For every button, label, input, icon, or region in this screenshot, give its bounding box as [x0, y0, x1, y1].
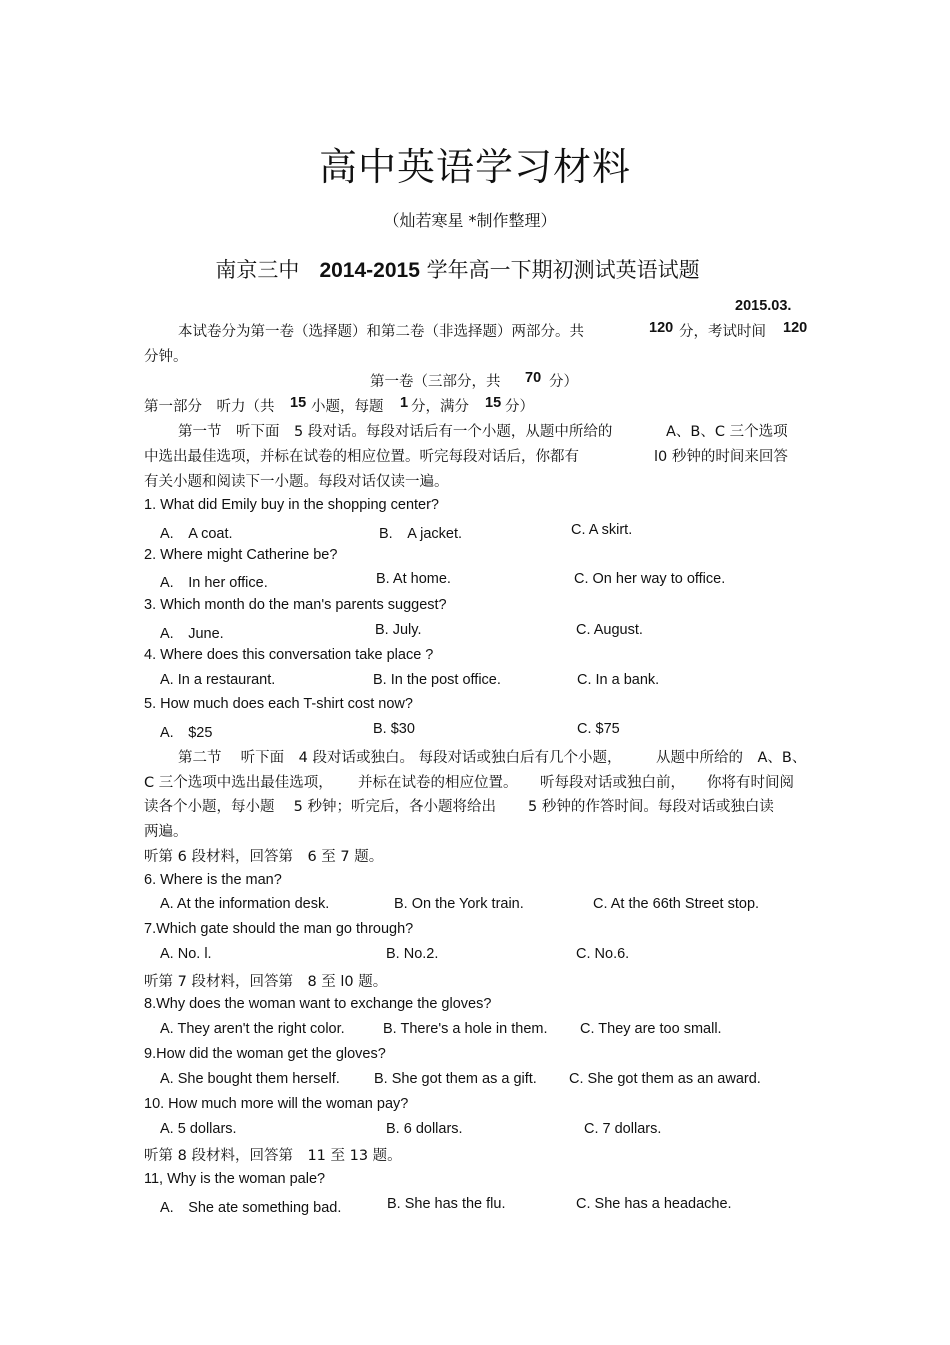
- question-11: 11, Why is the woman pale?: [144, 1171, 326, 1187]
- option-a: A. No. l.: [160, 946, 212, 962]
- option-c: C. 7 dollars.: [584, 1121, 662, 1137]
- group-6-label: 听第 6 段材料，回答第 6 至 7 题。: [144, 849, 384, 865]
- option-a: A. She ate something bad.: [160, 1200, 342, 1216]
- question-1-options: [0, 522, 950, 544]
- question-7: 7.Which gate should the man go through?: [144, 921, 414, 937]
- exam-time: 120: [783, 320, 808, 336]
- option-c: C. They are too small.: [580, 1021, 722, 1037]
- group-8-label: 听第 8 段材料，回答第 11 至 13 题。: [144, 1148, 402, 1164]
- section1-line-2: 中选出最佳选项，并标在试卷的相应位置。听完每段对话后，你都有 l0 秒钟的时间来回答: [144, 449, 788, 465]
- option-c: C. She has a headache.: [576, 1196, 732, 1212]
- option-c: C. At the 66th Street stop.: [593, 896, 760, 912]
- option-a: A. 5 dollars.: [160, 1121, 237, 1137]
- section2-line-4: 两遍。: [144, 824, 188, 840]
- option-a: A. They aren't the right color.: [160, 1021, 345, 1037]
- option-c: C. On her way to office.: [574, 571, 726, 587]
- listening-heading: 第一部分 听力（共 15 小题，每题 1 分，满分 15 分）: [144, 395, 534, 415]
- question-3-options: [0, 622, 950, 644]
- question-4: 4. Where does this conversation take place ?: [144, 647, 434, 663]
- option-b: B. She got them as a gift.: [374, 1071, 537, 1087]
- option-a: A. $25: [160, 725, 213, 741]
- option-c: C. In a bank.: [577, 672, 660, 688]
- group-7-label: 听第 7 段材料，回答第 8 至 l0 题。: [144, 974, 388, 990]
- exam-school: 南京三中: [215, 258, 300, 282]
- option-b: B. $30: [373, 721, 415, 737]
- option-b: B. On the York train.: [394, 896, 524, 912]
- option-b: B. No.2.: [386, 946, 439, 962]
- section2-line-3: 读各个小题，每小题 5 秒钟；听完后，各小题将给出 5 秒钟的作答时间。每段对话或独白读: [144, 799, 774, 815]
- section2-line-1: 第二节 听下面 4 段对话或独白。 每段对话或独白后有几个小题， 从题中所给的 A、B、: [178, 750, 807, 766]
- question-8-options: [0, 1021, 950, 1043]
- question-9-options: [0, 1071, 950, 1093]
- question-8: 8.Why does the woman want to exchange the gloves?: [144, 996, 492, 1012]
- part1-heading: 第一卷（三部分，共 70 分）: [370, 370, 578, 390]
- option-a: A. In her office.: [160, 575, 268, 591]
- question-7-options: [0, 946, 950, 968]
- question-10: 10. How much more will the woman pay?: [144, 1096, 409, 1112]
- question-11-options: [0, 1196, 950, 1218]
- section1-line-1: 第一节 听下面 5 段对话。每段对话后有一个小题，从题中所给的 A、B、C 三个选项: [178, 424, 788, 440]
- option-c: C. No.6.: [576, 946, 630, 962]
- question-2: 2. Where might Catherine be?: [144, 547, 338, 563]
- option-b: B. She has the flu.: [387, 1196, 506, 1212]
- option-b: B. 6 dollars.: [386, 1121, 463, 1137]
- option-b: B. At home.: [376, 571, 451, 587]
- section2-line-2: C 三个选项中选出最佳选项， 并标在试卷的相应位置。 听每段对话或独白前， 你将有时间阅: [144, 775, 794, 791]
- option-c: C. A skirt.: [571, 522, 633, 538]
- question-1: 1. What did Emily buy in the shopping center?: [144, 497, 439, 513]
- question-4-options: [0, 672, 950, 694]
- intro-line-1: 本试卷分为第一卷（选择题）和第二卷（非选择题）两部分。共 120 分，考试时间 120: [178, 320, 808, 340]
- option-a: A. A coat.: [160, 526, 233, 542]
- question-5-options: [0, 721, 950, 743]
- option-a: A. At the information desk.: [160, 896, 330, 912]
- option-a: A. In a restaurant.: [160, 672, 276, 688]
- exam-title-rest: 学年高一下期初测试英语试题: [426, 258, 700, 282]
- document-subtitle: （灿若寒星 *制作整理）: [383, 211, 557, 230]
- question-2-options: [0, 571, 950, 593]
- option-c: C. She got them as an award.: [569, 1071, 761, 1087]
- option-b: B. A jacket.: [379, 526, 463, 542]
- option-c: C. August.: [576, 622, 643, 638]
- option-b: B. There's a hole in them.: [383, 1021, 548, 1037]
- question-9: 9.How did the woman get the gloves?: [144, 1046, 386, 1062]
- section1-line-3: 有关小题和阅读下一小题。每段对话仅读一遍。: [144, 474, 449, 490]
- exam-date: 2015.03.: [735, 298, 792, 314]
- option-b: B. In the post office.: [373, 672, 501, 688]
- document-title: 高中英语学习材料: [318, 145, 631, 189]
- option-c: C. $75: [577, 721, 620, 737]
- question-3: 3. Which month do the man's parents suggest?: [144, 597, 447, 613]
- question-6-options: [0, 896, 950, 918]
- question-5: 5. How much does each T-shirt cost now?: [144, 696, 413, 712]
- question-10-options: [0, 1121, 950, 1143]
- option-b: B. July.: [375, 622, 422, 638]
- exam-title: [0, 254, 915, 284]
- intro-line-2: 分钟。: [144, 349, 188, 365]
- exam-year: 2014-2015: [319, 259, 420, 282]
- option-a: A. June.: [160, 626, 224, 642]
- total-score: 120: [649, 320, 674, 336]
- option-a: A. She bought them herself.: [160, 1071, 340, 1087]
- question-6: 6. Where is the man?: [144, 872, 282, 888]
